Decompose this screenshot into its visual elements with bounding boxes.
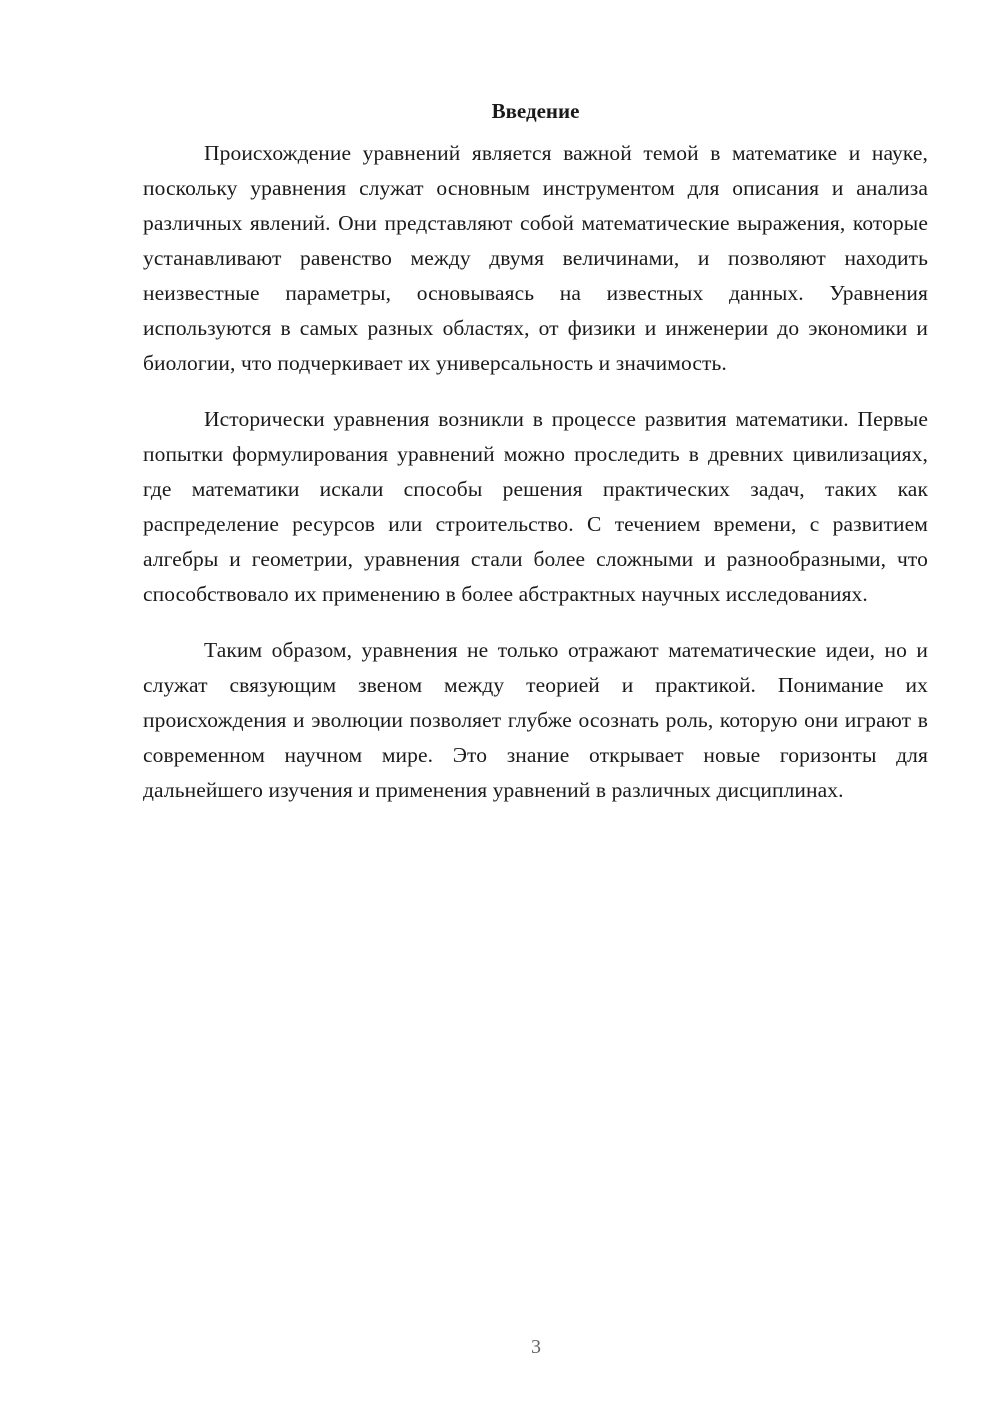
page-number: 3 xyxy=(531,1336,541,1358)
paragraph-3: Таким образом, уравнения не только отражают математические идеи, но и служат связующим звеном между теорией и практикой. Понимание их происхождения и эволюции позволяет глубже осознать роль, которую они играют в современном научном мире. Это знание открывает новые горизонты для дальнейшего изучения и применения уравнений в различных дисциплинах. xyxy=(143,638,928,802)
page-content xyxy=(143,96,928,808)
section-heading: Введение xyxy=(491,99,580,123)
paragraph-2: Исторически уравнения возникли в процессе развития математики. Первые попытки формулирования уравнений можно проследить в древних цивилизациях, где математики искали способы решения практических задач, таких как распределение ресурсов или строительство. С течением времени, с развитием алгебры и геометрии, уравнения стали более сложными и разнообразными, что способствовало их применению в более абстрактных научных исследованиях. xyxy=(143,407,928,606)
paragraph-1: Происхождение уравнений является важной темой в математике и науке, поскольку уравнения служат основным инструментом для описания и анализа различных явлений. Они представляют собой математические выражения, которые устанавливают равенство между двумя величинами, и позволяют находить неизвестные параметры, основываясь на известных данных. Уравнения используются в самых разных областях, от физики и инженерии до экономики и биологии, что подчеркивает их универсальность и значимость. xyxy=(143,141,928,375)
